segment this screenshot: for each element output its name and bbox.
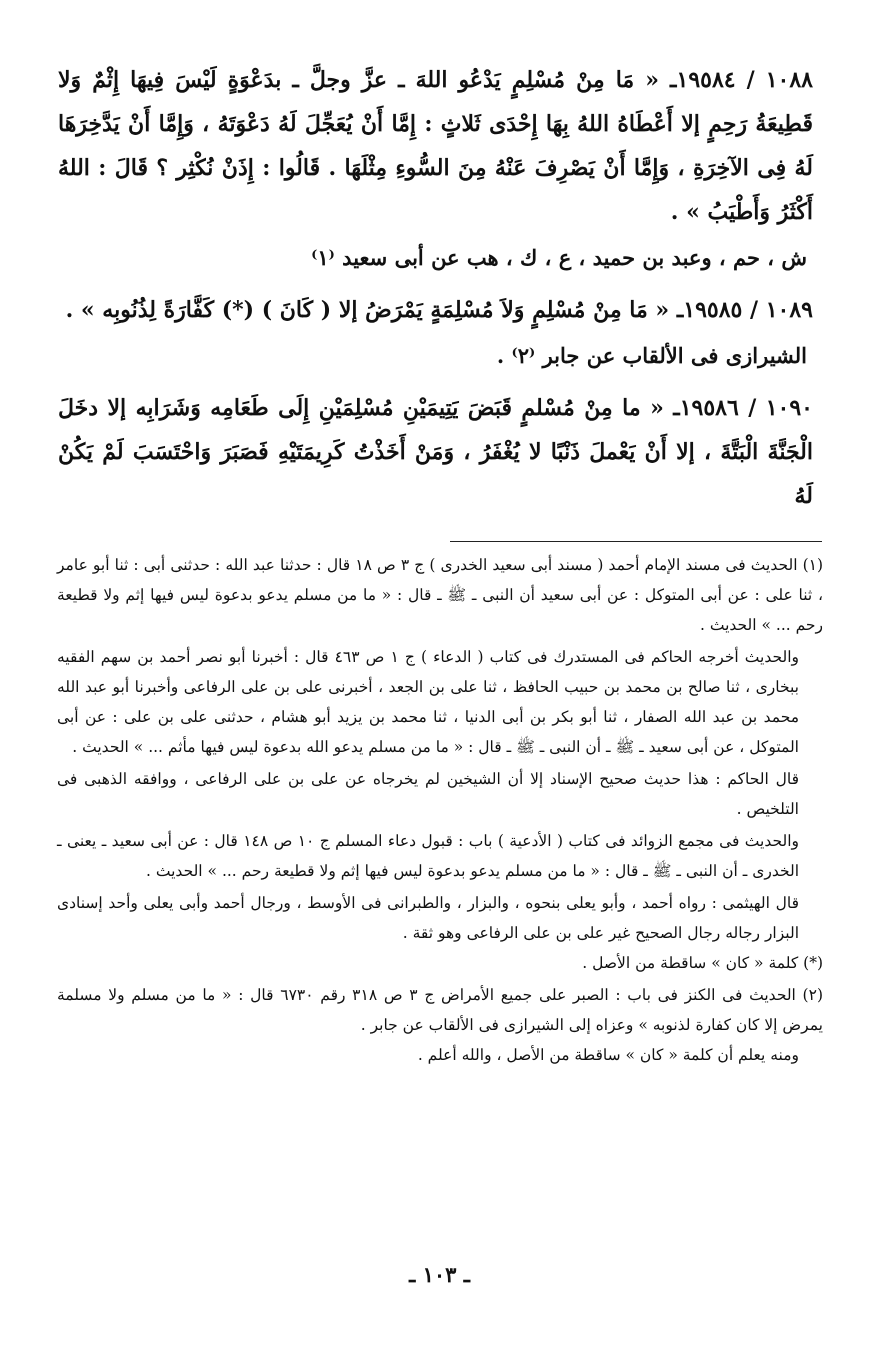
footnote-1-hakim-comment: قال الحاكم : هذا حديث صحيح الإسناد إلا أن الشيخين لم يخرجاه عن على بن على الرفاعى ، ووافقه الذهبى فى التلخيص . [57, 770, 799, 818]
footnote-star: (*) كلمة « كان » ساقطة من الأصل . [582, 954, 823, 972]
main-text [58, 58, 813, 518]
footnote-1-majma: والحديث فى مجمع الزوائد فى كتاب ( الأدعية ) باب : قبول دعاء المسلم ج ١٠ ص ١٤٨ قال : عن أبى سعيد ـ يعنى ـ الخدرى ـ أن النبى ـ ﷺ ـ قال : « ما من مسلم يدعو بدعوة ليس فيها إثم ولا قطيعة رحم ... » الحديث . [57, 832, 799, 880]
hadith-1090: ١٠٩٠ / ١٩٥٨٦ـ « ما مِنْ مُسْلمٍ قَبَضَ يَتِيمَيْنِ مُسْلِمَيْنِ إِلَى طَعَامِه وَشَرَابِه إلا دخَلَ الْجَنَّةَ الْبَتَّةَ ، إلا أَنْ يَعْملَ ذَنْبًا لا يُغْفَرُ ، وَمَنْ أَخَذْتُ كَرِيمَتَيْهِ فَصَبَرَ وَاحْتَسَبَ لَمْ يَكُنْ لَهُ [58, 395, 813, 509]
footnote-2: (٢) الحديث فى الكنز فى باب : الصبر على جميع الأمراض ج ٣ ص ٣١٨ رقم ٦٧٣٠ قال : « ما من مسلم ولا مسلمة يمرض إلا كان كفارة لذنوبه » وعزاه إلى الشيرازى فى الألقاب عن جابر . [57, 986, 823, 1034]
footnote-1-haythami: قال الهيثمى : رواه أحمد ، وأبو يعلى بنحوه ، والبزار ، والطبرانى فى الأوسط ، ورجال أحمد وأبى يعلى وأحد إسنادى البزار رجاله رجال الصحيح غير على بن على الرفاعى وهو ثقة . [57, 894, 799, 942]
footnote-1: (١) الحديث فى مسند الإمام أحمد ( مسند أبى سعيد الخدرى ) ج ٣ ص ١٨ قال : حدثنا عبد الله : حدثنى أبى : ثنا أبو عامر ، ثنا على : عن أبى المتوكل : عن أبى سعيد أن النبى ـ ﷺ ـ قال : « ما من مسلم يدعو بدعوة ليس فيها إثم ولا قطيعة رحم ... » الحديث . [57, 556, 824, 634]
hadith-1089-source: الشيرازى فى الألقاب عن جابر ⁽٢⁾ . [496, 343, 807, 368]
hadith-1088: ١٠٨٨ / ١٩٥٨٤ـ « مَا مِنْ مُسْلِمٍ يَدْعُو اللهَ ـ عزَّ وجلَّ ـ بدَعْوَةٍ لَيْسَ فِيهَا إِثْمٌ وَلا قَطِيعَةُ رَحِمٍ إلا أَعْطَاهُ اللهُ بِهَا إِحْدَى ثَلاثٍ : إِمَّا أَنْ يُعَجِّلَ لَهُ دَعْوَتَهُ ، وَإِمَّا أَنْ يَدَّخِرَهَا لَهُ فِى الآخِرَةِ ، وَإِمَّا أَنْ يَصْرِفَ عَنْهُ مِنَ السُّوءِ مِثْلَهَا . قَالُوا : إِذَنْ نُكْثِر ؟ قَالَ : اللهُ أَكْثَرُ وَأَطْيَبُ » . [58, 67, 813, 225]
footnote-2-conclusion: ومنه يعلم أن كلمة « كان » ساقطة من الأصل ، والله أعلم . [417, 1046, 799, 1064]
hadith-1088-source: ش ، حم ، وعبد بن حميد ، ع ، ك ، هب عن أبى سعيد ⁽١⁾ [311, 245, 807, 270]
footnotes [57, 550, 823, 1070]
hadith-1089: ١٠٨٩ / ١٩٥٨٥ـ « مَا مِنْ مُسْلِمٍ وَلاَ مُسْلِمَةٍ يَمْرَضُ إلا ( كَانَ ) (*) كَفَّارَةً لِذُنُوبِه » . [65, 297, 813, 323]
footnote-1-mustadrak: والحديث أخرجه الحاكم فى المستدرك فى كتاب ( الدعاء ) ج ١ ص ٤٦٣ قال : أخبرنا أبو نصر أحمد بن سهم الفقيه ببخارى ، ثنا صالح بن محمد بن حبيب الحافظ ، ثنا على بن الجعد ، أخبرنى على بن على الرفاعى وأخبرنا أبو عبد الله محمد بن عبد الله الصفار ، ثنا أبو بكر بن أبى الدنيا ، ثنا محمد بن يزيد أبو هشام ، حدثنى على بن على : عن أبى المتوكل ، عن أبى سعيد ـ ﷺ ـ أن النبى ـ ﷺ ـ قال : « ما من مسلم يدعو الله بدعوة ليس فيها مأثم ... » الحديث . [57, 648, 799, 756]
footnote-divider [450, 541, 822, 542]
page-number: ـ ١٠٣ ـ [409, 1262, 470, 1287]
